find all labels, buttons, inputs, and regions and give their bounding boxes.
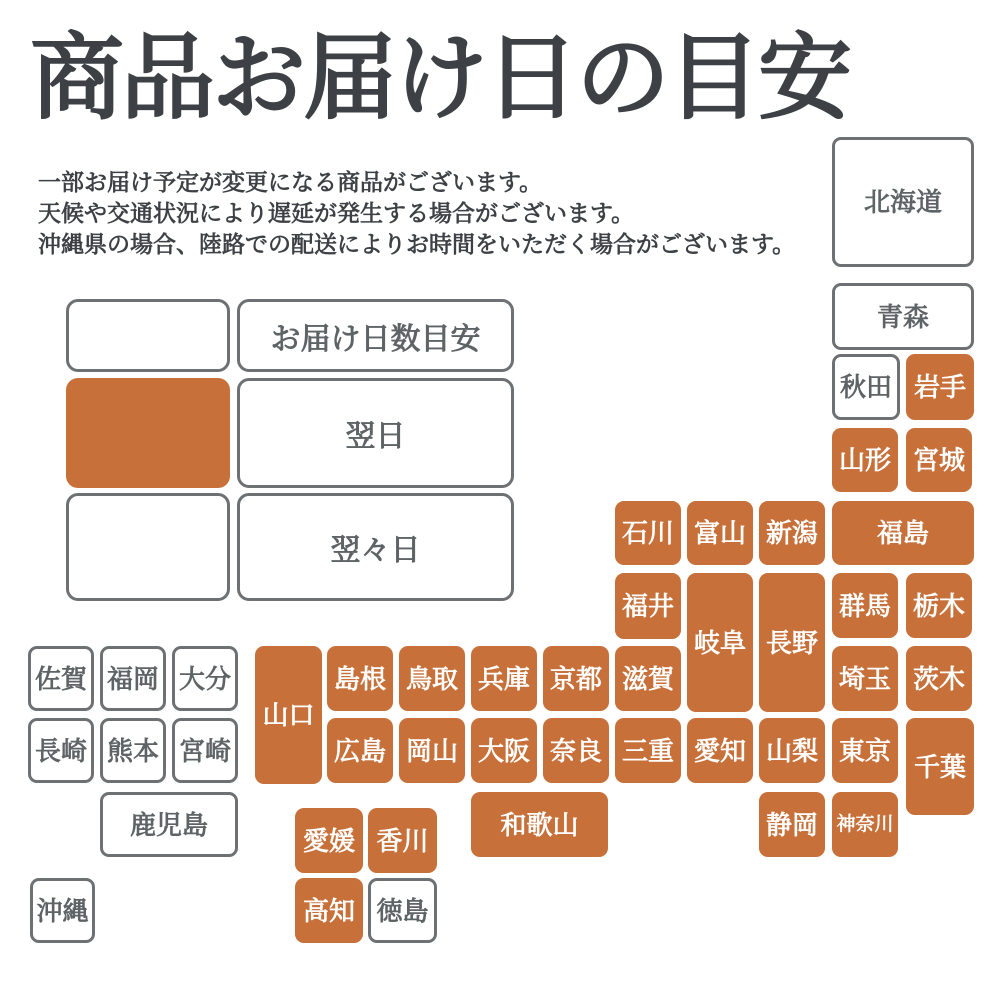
prefecture-label: 山口: [262, 700, 315, 730]
prefecture-box: [100, 718, 166, 783]
prefecture-label: 埼玉: [838, 663, 891, 694]
prefecture-label: 兵庫: [477, 663, 530, 694]
prefecture-box: [399, 718, 465, 783]
prefecture-box: [832, 501, 974, 565]
prefecture-label: 長崎: [34, 735, 87, 766]
prefecture-label: 滋賀: [621, 663, 674, 694]
prefecture-label: 千葉: [913, 751, 966, 782]
prefecture-box: [906, 573, 972, 638]
prefecture-label: 東京: [838, 735, 891, 766]
prefecture-box: [100, 646, 166, 711]
prefecture-box: [172, 646, 238, 711]
prefecture-label: 群馬: [838, 590, 891, 621]
prefecture-label: 鳥取: [405, 663, 458, 694]
prefecture-label: 石川: [621, 518, 674, 548]
prefecture-box: [615, 718, 681, 783]
prefecture-box: [832, 283, 974, 350]
prefecture-label: 熊本: [106, 735, 159, 766]
prefecture-label: 広島: [333, 735, 386, 766]
page-title: 商品お届け日の目安: [30, 25, 850, 130]
note-line: 一部お届け予定が変更になる商品がございます。: [38, 169, 543, 195]
prefecture-box: [327, 646, 393, 711]
prefecture-label: 徳島: [376, 895, 429, 926]
prefecture-label: 山形: [838, 445, 891, 475]
prefecture-label: 大分: [178, 663, 231, 694]
prefecture-label: 佐賀: [34, 663, 87, 694]
prefecture-box: [832, 718, 898, 783]
prefecture-box: [399, 646, 465, 711]
legend-two-days-label: 翌々日: [237, 493, 514, 601]
prefecture-label: 奈良: [549, 735, 602, 766]
prefecture-box: [832, 573, 898, 638]
prefecture-label: 岐阜: [693, 627, 746, 658]
prefecture-box: [832, 354, 900, 420]
prefecture-box: [615, 501, 681, 565]
prefecture-box: [28, 646, 94, 711]
prefecture-label: 鹿児島: [129, 809, 208, 840]
prefecture-box: [832, 428, 898, 492]
prefecture-box: [30, 878, 95, 943]
prefecture-label: 和歌山: [500, 809, 579, 840]
prefecture-label: 沖縄: [36, 895, 89, 926]
prefecture-label: 福岡: [106, 663, 159, 694]
prefecture-box: [687, 573, 753, 712]
prefecture-box: [759, 573, 825, 712]
prefecture-label: 香川: [376, 825, 429, 856]
legend-header-label: お届け日数目安: [237, 299, 514, 372]
prefecture-label: 長野: [765, 627, 818, 658]
prefecture-box: [471, 792, 608, 857]
prefecture-box: [832, 646, 898, 711]
prefecture-box: [906, 718, 974, 815]
prefecture-box: [759, 792, 825, 857]
prefecture-label: 茨木: [912, 663, 965, 694]
prefecture-label: 静岡: [765, 809, 818, 840]
prefecture-box: [906, 646, 972, 711]
prefecture-label: 愛知: [693, 735, 746, 766]
prefecture-box: [832, 137, 974, 267]
prefecture-box: [832, 792, 898, 857]
prefecture-box: [368, 808, 437, 873]
prefecture-box: [471, 718, 537, 783]
note-line: 天候や交通状況により遅延が発生する場合がございます。: [38, 200, 635, 226]
prefecture-label: 福井: [621, 591, 674, 621]
prefecture-box: [295, 878, 363, 943]
prefecture-label: 山梨: [765, 735, 818, 766]
prefecture-box: [615, 573, 681, 639]
prefecture-box: [255, 646, 322, 784]
prefecture-box: [687, 501, 753, 565]
prefecture-label: 京都: [549, 663, 602, 694]
prefecture-box: [615, 646, 681, 711]
prefecture-label: 北海道: [863, 187, 942, 217]
prefecture-box: [543, 718, 609, 783]
prefecture-box: [759, 718, 825, 783]
prefecture-label: 新潟: [765, 518, 818, 548]
prefecture-box: [327, 718, 393, 783]
prefecture-label: 宮城: [912, 445, 965, 475]
prefecture-label: 三重: [621, 735, 674, 766]
prefecture-box: [687, 718, 753, 783]
prefecture-box: [100, 792, 238, 857]
prefecture-box: [906, 428, 972, 492]
prefecture-box: [28, 718, 94, 783]
prefecture-label: 岩手: [913, 372, 966, 402]
prefecture-box: [368, 878, 437, 943]
prefecture-box: [906, 354, 974, 420]
note-line: 沖縄県の場合、陸路での配送によりお時間をいただく場合がございます。: [38, 231, 796, 257]
prefecture-label: 島根: [333, 663, 386, 694]
prefecture-label: 青森: [876, 301, 929, 332]
prefecture-box: [295, 808, 363, 873]
prefecture-label: 神奈川: [836, 814, 894, 835]
prefecture-label: 大阪: [477, 735, 530, 766]
prefecture-label: 秋田: [839, 372, 892, 402]
prefecture-box: [543, 646, 609, 711]
prefecture-label: 愛媛: [302, 825, 355, 856]
prefecture-label: 栃木: [912, 590, 965, 621]
prefecture-box: [172, 718, 238, 783]
prefecture-label: 宮崎: [178, 735, 231, 766]
prefecture-label: 富山: [693, 518, 746, 548]
prefecture-label: 福島: [876, 518, 929, 548]
prefecture-box: [471, 646, 537, 711]
prefecture-label: 高知: [302, 895, 355, 926]
prefecture-box: [759, 501, 825, 565]
prefecture-label: 岡山: [405, 735, 458, 766]
legend-next-day-label: 翌日: [237, 378, 514, 488]
